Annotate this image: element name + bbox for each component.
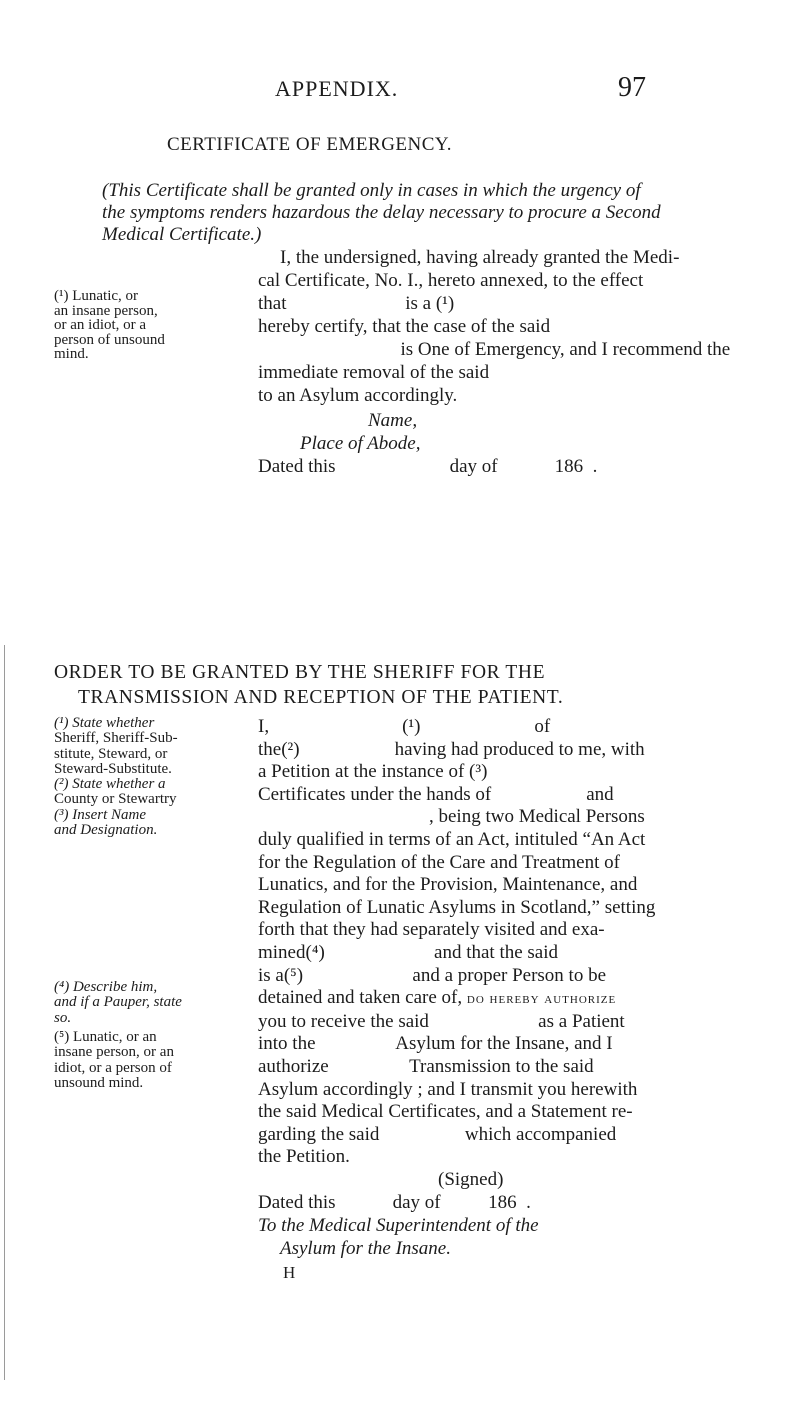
signature-name-label: Name, <box>368 410 418 431</box>
note-line: (²) State whether a <box>54 776 166 793</box>
addressee-line: To the Medical Superintendent of the <box>258 1215 539 1236</box>
hereby-authorize: do hereby authorize <box>466 991 617 1008</box>
page-number: 97 <box>618 72 646 103</box>
note-line: unsound mind. <box>54 1074 144 1091</box>
body-line: Asylum accordingly ; and I transmit you herewith <box>258 1078 638 1100</box>
body-line: the Petition. <box>258 1146 350 1168</box>
certificate-body <box>258 246 730 407</box>
note-line: Sheriff, Sheriff-Sub- <box>54 730 178 747</box>
note-line: (¹) State whether <box>54 715 155 731</box>
order-title-line: ORDER TO BE GRANTED BY THE SHERIFF FOR THE <box>54 662 546 683</box>
body-line: Certificates under the hands of and <box>258 783 614 805</box>
note-line: (⁵) Lunatic, or an <box>54 1029 157 1045</box>
certificate-margin-note <box>54 289 165 362</box>
body-line: immediate removal of the said <box>258 362 490 383</box>
body-line: that is a (¹) <box>258 293 455 314</box>
running-header-title: APPENDIX. <box>275 76 399 101</box>
note-line: (¹) Lunatic, or <box>54 288 139 304</box>
body-line-with-hereby <box>258 987 655 1011</box>
body-line: a Petition at the instance of (³) <box>258 761 488 783</box>
note-line: person of unsound <box>54 331 165 348</box>
body-line: the said Medical Certificates, and a Statement re- <box>258 1101 633 1123</box>
note-line: and Designation. <box>54 822 158 839</box>
note-line: (³) Insert Name <box>54 806 146 823</box>
certificate-intro: (This Certificate shall be granted only in cases in which the urgency of the symptoms renders hazardous the delay necessary to procure a Second Medical Certificate.) <box>102 180 661 245</box>
body-line: duly qualified in terms of an Act, intituled “An Act <box>258 828 646 850</box>
note-line: Steward-Substitute. <box>54 760 172 777</box>
order-notes-4 <box>54 980 182 1026</box>
note-line: (⁴) Describe him, <box>54 979 158 995</box>
signed-label: (Signed) <box>438 1169 504 1190</box>
order-title <box>54 660 563 710</box>
body-line: to an Asylum accordingly. <box>258 385 458 406</box>
body-line: is a(⁵) and a proper Person to be <box>258 964 607 986</box>
body-line: Regulation of Lunatic Asylums in Scotland,” setting <box>258 896 656 918</box>
addressee-line: Asylum for the Insane. <box>280 1238 451 1259</box>
note-line: so. <box>54 1009 72 1026</box>
body-line: hereby certify, that the case of the said <box>258 316 551 337</box>
note-line: idiot, or a person of <box>54 1059 172 1076</box>
body-line: the(²) having had produced to me, with <box>258 738 645 760</box>
body-line: authorize Transmission to the said <box>258 1055 594 1077</box>
body-line: detained and taken care of, <box>258 987 467 1009</box>
note-line: and if a Pauper, state <box>54 994 182 1011</box>
margin-rule <box>4 645 5 1380</box>
body-line: cal Certificate, No. I., hereto annexed, to the effect <box>258 270 644 291</box>
signature-mark: H <box>283 1263 296 1282</box>
certificate-dated-line: Dated this day of 186 . <box>258 456 598 477</box>
order-notes-1 <box>54 716 178 838</box>
body-line: you to receive the said as a Patient <box>258 1010 625 1032</box>
note-line: insane person, or an <box>54 1044 174 1061</box>
body-line: forth that they had separately visited and exa- <box>258 919 605 941</box>
note-line: mind. <box>54 346 89 362</box>
body-line: mined(⁴) and that the said <box>258 941 559 963</box>
order-notes-5 <box>54 1030 174 1091</box>
body-line: is One of Emergency, and I recommend the <box>258 339 731 360</box>
order-title-line: TRANSMISSION AND RECEPTION OF THE PATIENT. <box>78 687 564 708</box>
note-line: or an idiot, or a <box>54 317 147 333</box>
order-body <box>258 716 655 1169</box>
body-line: I, the undersigned, having already granted the Medi- <box>280 247 680 268</box>
note-line: County or Stewartry <box>54 791 177 808</box>
body-line: Lunatics, and for the Provision, Maintenance, and <box>258 874 638 896</box>
body-line: for the Regulation of the Care and Treatment of <box>258 851 620 873</box>
body-line: into the Asylum for the Insane, and I <box>258 1033 613 1055</box>
body-line: I, (¹) of <box>258 716 551 737</box>
certificate-title: CERTIFICATE OF EMERGENCY. <box>167 134 452 155</box>
note-line: stitute, Steward, or <box>54 745 168 762</box>
note-line: an insane person, <box>54 302 158 319</box>
order-dated-line: Dated this day of 186 . <box>258 1192 531 1213</box>
body-line: garding the said which accompanied <box>258 1123 617 1145</box>
signature-abode-label: Place of Abode, <box>300 433 421 454</box>
body-line: , being two Medical Persons <box>258 806 645 828</box>
